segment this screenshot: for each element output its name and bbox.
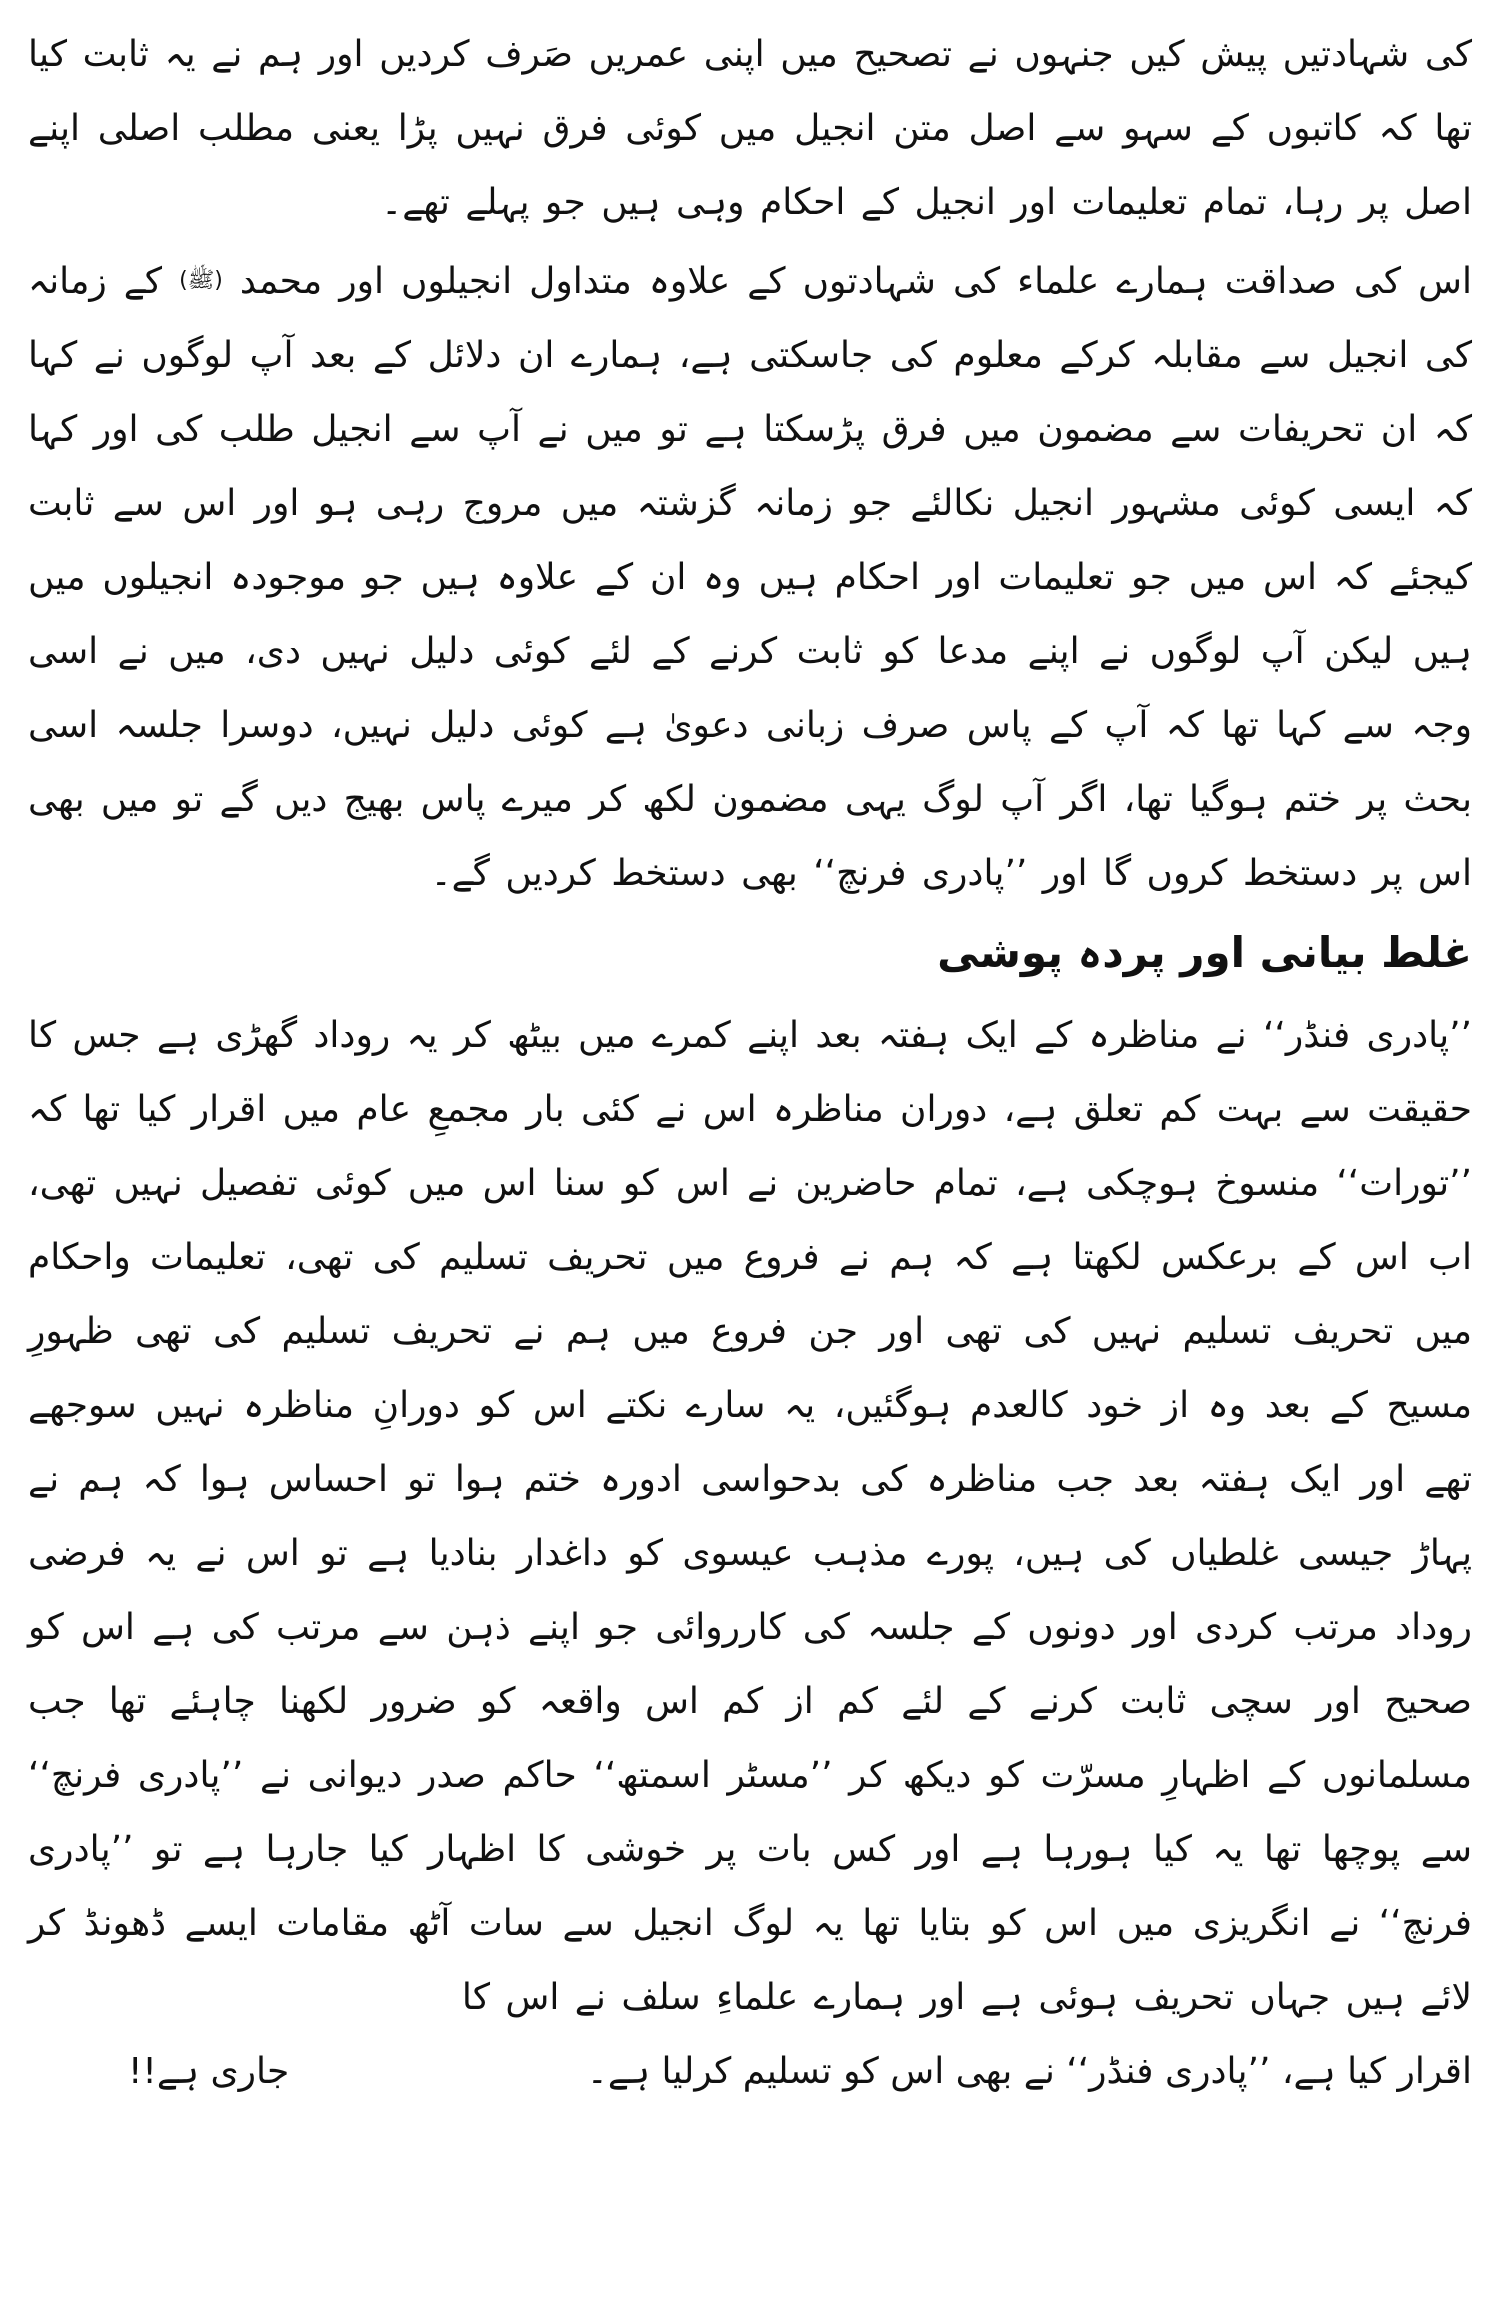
paragraph-intro: کی شہادتیں پیش کیں جنہوں نے تصحیح میں اپنی عمریں صَرف کردیں اور ہم نے یہ ثابت کیا تھا کہ کاتبوں کے سہو سے اصل متن انجیل میں کوئی فرق نہیں پڑا یعنی مطلب اصلی اپنے اصل پر رہا، تمام تعلیمات اور انجیل کے احکام وہی ہیں جو پہلے تھے۔ [28, 34, 1472, 223]
closing-line [28, 2035, 1472, 2109]
document-page [28, 18, 1472, 2282]
paragraph-testimony [28, 244, 1472, 911]
paragraph-testimony-rest: کے زمانہ کی انجیل سے مقابلہ کرکے معلوم کی جاسکتی ہے، ہمارے ان دلائل کے بعد آپ لوگوں نے کہا کہ ان تحریفات سے مضمون میں فرق پڑسکتا ہے تو میں نے آپ سے انجیل طلب کی اور کہا کہ ایسی کوئی مشہور انجیل نکالئے جو زمانہ گزشتہ میں مروج رہی ہو اور اس سے ثابت کیجئے کہ اس میں جو تعلیمات اور احکام ہیں وہ ان کے علاوہ ہیں جو موجودہ انجیلوں میں ہیں لیکن آپ لوگوں نے اپنے مدعا کو ثابت کرنے کے لئے کوئی دلیل نہیں دی، میں نے اسی وجہ سے کہا تھا کہ آپ کے پاس صرف زبانی دعویٰ ہے کوئی دلیل نہیں، دوسرا جلسہ اسی بحث پر ختم ہوگیا تھا، اگر آپ لوگ یہی مضمون لکھ کر میرے پاس بھیج دیں گے تو میں بھی اس پر دستخط کروں گا اور ’’پادری فرنچ‘‘ بھی دستخط کردیں گے۔ [28, 261, 1472, 894]
paragraph-testimony-start: اس کی صداقت ہمارے علماء کی شہادتوں کے علاوہ متداول انجیلوں اور محمد [239, 261, 1472, 302]
paragraph-main: ’’پادری فنڈر‘‘ نے مناظرہ کے ایک ہفتہ بعد اپنے کمرے میں بیٹھ کر یہ روداد گھڑی ہے جس کا حقیقت سے بہت کم تعلق ہے، دوران مناظرہ اس نے کئی بار مجمعِ عام میں اقرار کیا تھا کہ ’’تورات‘‘ منسوخ ہوچکی ہے، تمام حاضرین نے اس کو سنا اس میں کوئی تفصیل نہیں تھی، اب اس کے برعکس لکھتا ہے کہ ہم نے فروع میں تحریف تسلیم کی تھی، تعلیمات واحکام میں تحریف تسلیم نہیں کی تھی اور جن فروع میں ہم نے تحریف تسلیم کی تھی ظہورِ مسیح کے بعد وہ از خود کالعدم ہوگئیں، یہ سارے نکتے اس کو دورانِ مناظرہ نہیں سوجھے تھے اور ایک ہفتہ بعد جب مناظرہ کی بدحواسی ادورہ ختم ہوا تو احساس ہوا کہ ہم نے پہاڑ جیسی غلطیاں کی ہیں، پورے مذہب عیسوی کو داغدار بنادیا ہے تو اس نے یہ فرضی روداد مرتب کردی اور دونوں کے جلسہ کی کارروائی جو اپنے ذہن سے مرتب کی ہے اس کو صحیح اور سچی ثابت کرنے کے لئے کم از کم اس واقعہ کو ضرور لکھنا چاہئے تھا جب مسلمانوں کے اظہارِ مسرّت کو دیکھ کر ’’مسٹر اسمتھ‘‘ حاکم صدر دیوانی نے ’’پادری فرنچ‘‘ سے پوچھا تھا یہ کیا ہورہا ہے اور کس بات پر خوشی کا اظہار کیا جارہا ہے تو ’’پادری فرنچ‘‘ نے انگریزی میں اس کو بتایا تھا یہ لوگ انجیل سے سات آٹھ مقامات ایسے ڈھونڈ کر لائے ہیں جہاں تحریف ہوئی ہے اور ہمارے علماءِ سلف نے اس کا [28, 1015, 1472, 2018]
closing-sentence: اقرار کیا ہے، ’’پادری فنڈر‘‘ نے بھی اس کو تسلیم کرلیا ہے۔ [586, 2051, 1472, 2092]
salawat-symbol: (ﷺ) [179, 268, 223, 293]
section-heading: غلط بیانی اور پردہ پوشی [937, 928, 1472, 977]
continued-marker: جاری ہے!! [128, 2051, 290, 2092]
